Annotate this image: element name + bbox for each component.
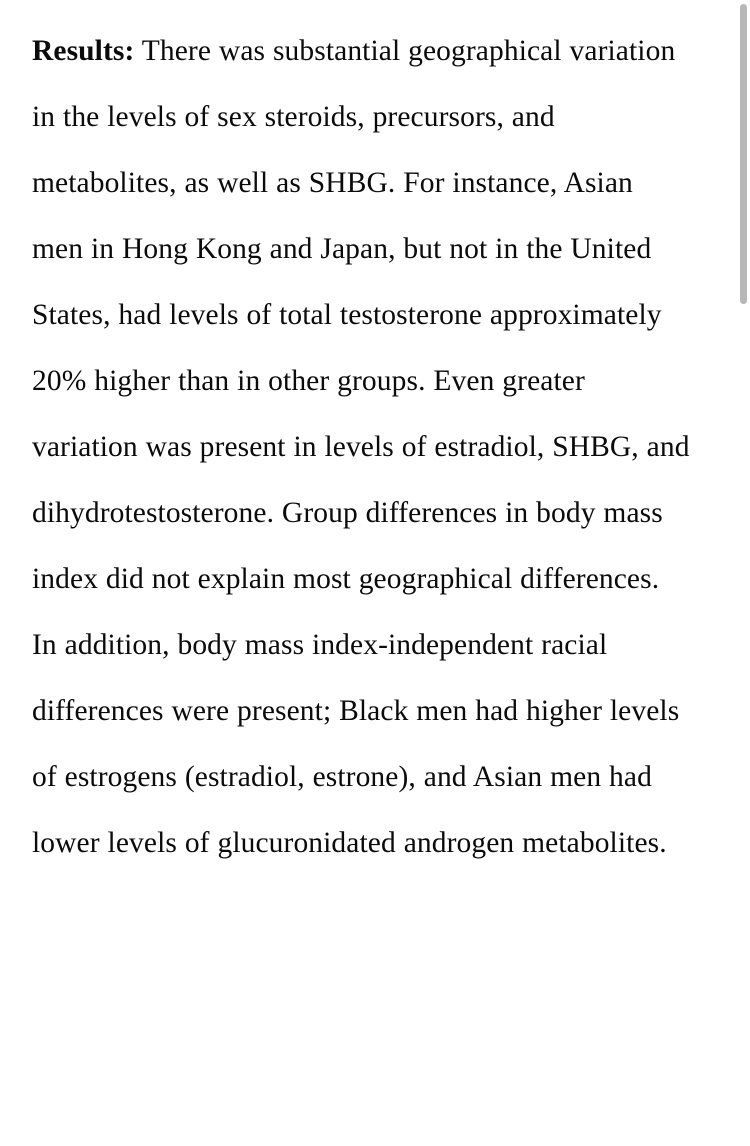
scrollbar-thumb[interactable] <box>740 4 747 304</box>
results-label: Results: <box>32 35 135 67</box>
results-paragraph <box>32 18 690 876</box>
scrollbar-track[interactable] <box>736 0 750 1146</box>
results-body-text: There was substantial geographical variation in the levels of sex steroids, precursors, and metabolites, as well as SHBG. For instance, Asian men in Hong Kong and Japan, but not in the United States, had levels of total testosterone approximately 20% higher than in other groups. Even greater variation was present in levels of estradiol, SHBG, and dihydrotestosterone. Group differences in body mass index did not explain most geographical differences. In addition, body mass index-independent racial differences were present; Black men had higher levels of estrogens (estradiol, estrone), and Asian men had lower levels of glucuronidated androgen metabolites. <box>32 35 690 859</box>
